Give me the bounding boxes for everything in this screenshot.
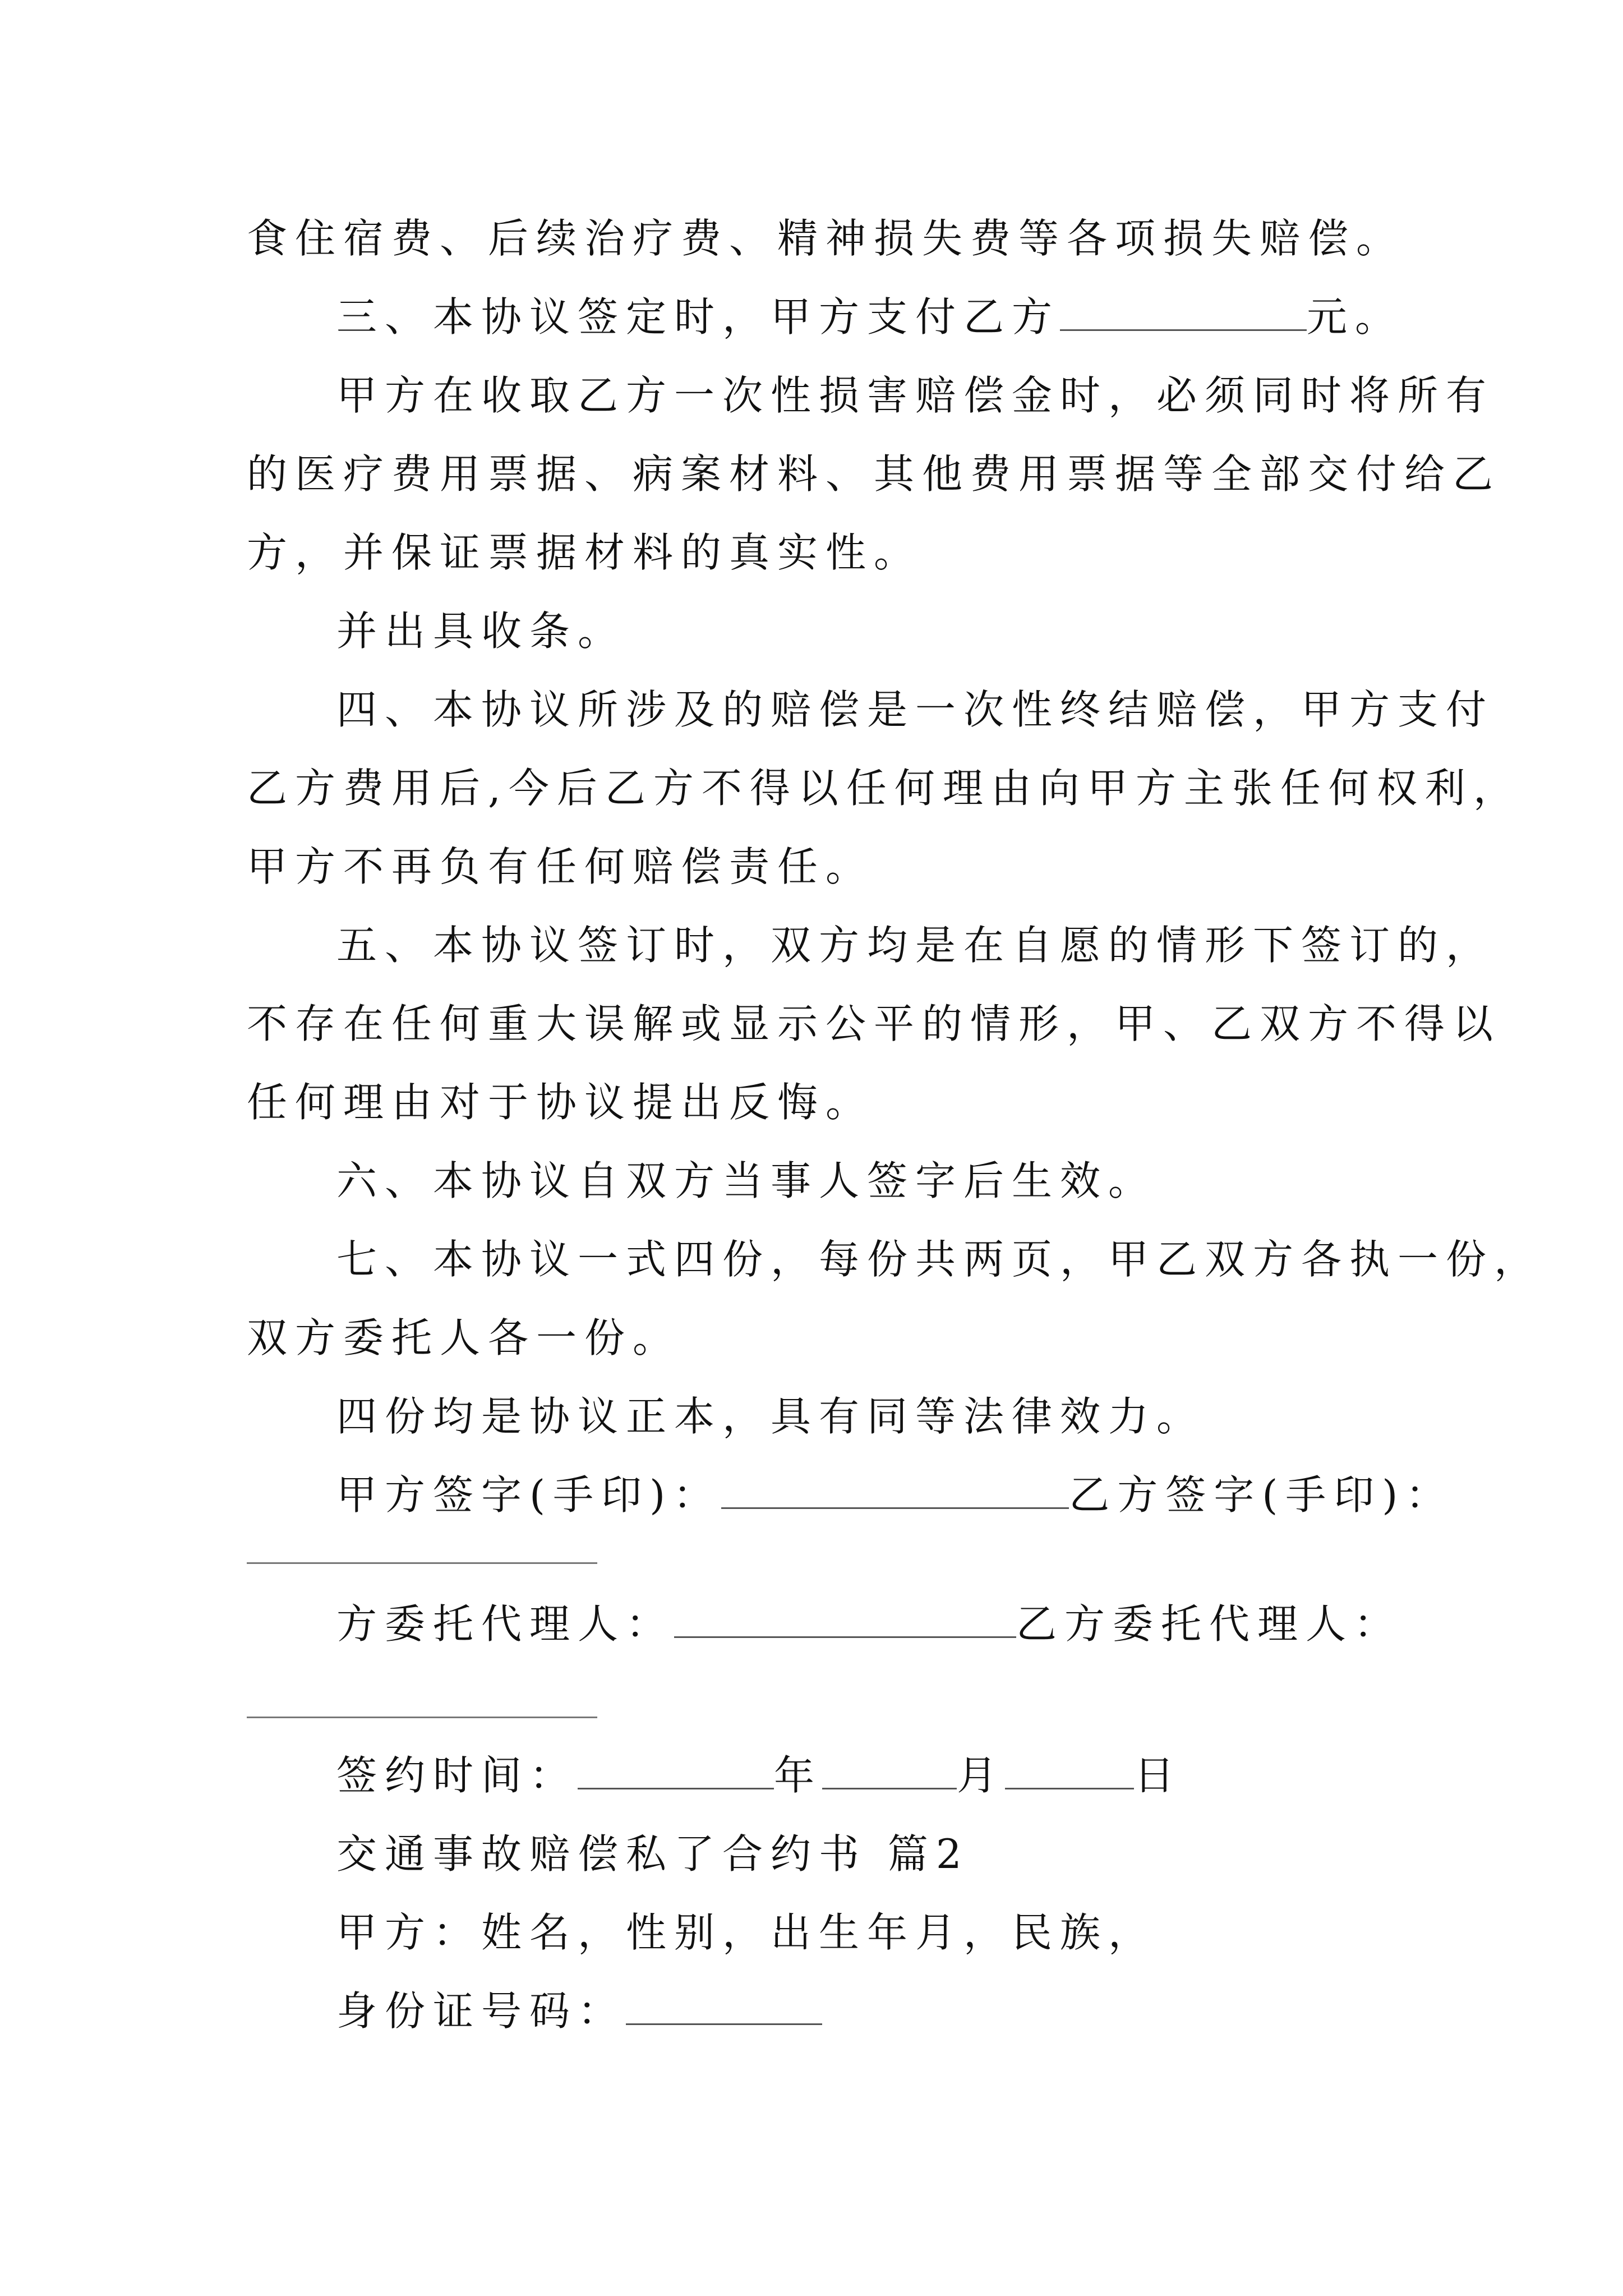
- party-b-sign-blank: [247, 1562, 597, 1564]
- day-blank: [1005, 1754, 1134, 1789]
- clause-4-line-3: 甲方不再负有任何赔偿责任。: [247, 843, 874, 890]
- paragraph-line-1: 食住宿费、后续治疗费、精神损失费等各项损失赔偿。: [247, 215, 1405, 262]
- id-number-label: 身份证号码：: [336, 1987, 626, 2035]
- paragraph-line-7: 并出具收条。: [336, 608, 626, 655]
- party-b-sign-label: 乙方签字(手印)：: [1069, 1471, 1454, 1519]
- month-label: 月: [957, 1752, 1006, 1799]
- year-blank: [578, 1754, 774, 1789]
- party-b-agent-blank: [247, 1717, 597, 1718]
- clause-7-line-1: 七、本协议一式四份，每份共两页，甲乙双方各执一份，: [336, 1236, 1543, 1283]
- date-line: [336, 1750, 1182, 1801]
- party-a-sign-label: 甲方签字(手印)：: [336, 1471, 722, 1519]
- party-a-sign-blank: [721, 1474, 1069, 1509]
- clause-5-line-2: 不存在任何重大误解或显示公平的情形，甲、乙双方不得以: [247, 1000, 1501, 1047]
- id-number-blank: [626, 1990, 822, 2025]
- clause-5-line-3: 任何理由对于协议提出反悔。: [247, 1079, 874, 1126]
- clause-4-line-1: 四、本协议所涉及的赔偿是一次性终结赔偿，甲方支付: [336, 686, 1495, 733]
- clause-3-line: [336, 292, 1403, 342]
- amount-blank: [1060, 296, 1307, 331]
- paragraph-line-validity: 四份均是协议正本，具有同等法律效力。: [336, 1393, 1205, 1440]
- agent-line: [336, 1599, 1402, 1649]
- section-2-party-a: 甲方：姓名，性别，出生年月，民族，: [336, 1909, 1157, 1956]
- year-label: 年: [774, 1752, 823, 1799]
- section-2-id-line: [336, 1986, 822, 2036]
- date-label: 签约时间：: [336, 1752, 578, 1799]
- clause-3-text: 三、本协议签定时，甲方支付乙方: [336, 293, 1061, 341]
- paragraph-line-4: 甲方在收取乙方一次性损害赔偿金时，必须同时将所有: [336, 372, 1495, 419]
- clause-5-line-1: 五、本协议签订时，双方均是在自愿的情形下签订的，: [336, 922, 1495, 969]
- paragraph-line-5: 的医疗费用票据、病案材料、其他费用票据等全部交付给乙: [247, 450, 1501, 498]
- signature-line: [336, 1470, 1454, 1520]
- paragraph-line-6: 方，并保证票据材料的真实性。: [247, 529, 923, 576]
- party-a-agent-label: 方委托代理人：: [336, 1600, 675, 1648]
- clause-6-line: 六、本协议自双方当事人签字后生效。: [336, 1157, 1157, 1204]
- section-2-title: 交通事故赔偿私了合约书 篇2: [336, 1830, 970, 1878]
- clause-4-line-2: 乙方费用后,今后乙方不得以任何理由向甲方主张任何权利，: [247, 765, 1521, 812]
- clause-7-line-2: 双方委托人各一份。: [247, 1314, 681, 1361]
- day-label: 日: [1134, 1752, 1183, 1799]
- month-blank: [822, 1754, 957, 1789]
- currency-unit: 元。: [1307, 293, 1404, 341]
- party-a-agent-blank: [674, 1603, 1016, 1638]
- party-b-agent-label: 乙方委托代理人：: [1016, 1600, 1403, 1648]
